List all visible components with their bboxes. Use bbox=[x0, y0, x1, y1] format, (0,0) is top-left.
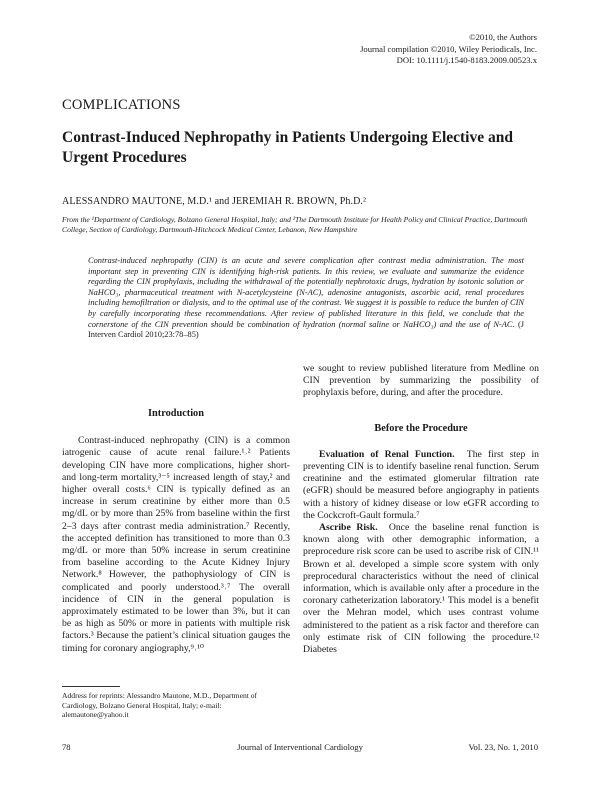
runin-heading: Evaluation of Renal Function. bbox=[319, 448, 455, 460]
footer-journal-name: Journal of Interventional Cardiology bbox=[237, 742, 363, 752]
citation: (J Interven Cardiol 2010;23:78–85) bbox=[88, 319, 525, 340]
doi-line[interactable]: DOI: 10.1111/j.1540-8183.2009.00523.x bbox=[396, 55, 537, 66]
copyright-line: ©2010, the Authors bbox=[469, 32, 537, 42]
runin-heading: Ascribe Risk. bbox=[319, 522, 378, 534]
paragraph-ascribe-risk bbox=[303, 522, 539, 656]
section-heading-introduction: Introduction bbox=[148, 408, 204, 419]
section-heading-before-procedure: Before the Procedure bbox=[374, 422, 468, 434]
body-paragraph: Contrast-induced nephropathy (CIN) is a common iatrogenic cause of acute renal failure.¹˒² Patients developing CIN have more complications, higher short- and long-term mortality,³⁻⁵ increased length of stay,² and higher overall costs.⁶ CIN is typically defined as an increase in serum creatinine by either more than 0.5 mg/dL or by more than 25% from baseline within the first 2–3 days after contrast media administration.⁷ Recently, the accepted definition has transitioned to more than 0.3 mg/dL or more than 50% increase in serum creatinine from baseline according to the Acute Kidney Injury Network.⁸ However, the pathophysiology of CIN is complicated and poorly understood.³˒⁷ The overall incidence of CIN in the general population is approximately estimated to be lower than 3%, but it can be as high as 50% or more in patients with multiple risk factors.³ Because the patient’s clinical situation gauges the timing for coronary angiography,⁹˒¹⁰ bbox=[62, 435, 290, 654]
journal-compilation-line: Journal compilation ©2010, Wiley Periodicals, Inc. bbox=[360, 43, 537, 54]
paragraph-text: The first step in preventing CIN is to identify baseline renal function. Serum creatinine and the estimated glomerular filtration rate (eGFR) should be measured before angiography in patients with a history of kidney disease or low eGFR according to the Cockcroft-Gault formula.⁷ bbox=[303, 448, 540, 521]
section-label: COMPLICATIONS bbox=[62, 97, 181, 113]
abstract bbox=[88, 256, 524, 341]
article-title: Contrast-Induced Nephropathy in Patients Undergoing Elective and Urgent Procedures bbox=[62, 129, 513, 166]
author-list: ALESSANDRO MAUTONE, M.D.¹ and JEREMIAH R. BROWN, Ph.D.² bbox=[62, 196, 367, 207]
abstract-text: Contrast-induced nephropathy (CIN) is an acute and severe complication after contrast media administration. The most important step in preventing CIN is identifying high-risk patients. In this review, we evaluate and summarize the evidence regarding the CIN prophylaxis, including the withdrawal of the potentially nephrotoxic drugs, hydration by isotonic solution or NaHCO₃, pharmaceutical treatment with N-acetylcysteine (N-AC), adenosine antagonists, ascorbic acid, renal procedures including hemofiltration or dialysis, and to the optimal use of the contrast. We suggest it is possible to reduce the burden of CIN by carefully incorporating these recommendations. After review of published literature in this field, we conclude that the cornerstone of the CIN prevention should be combination of hydration (normal saline or NaHCO₃) and the use of N-AC. bbox=[88, 256, 524, 329]
article-metadata bbox=[277, 32, 537, 67]
right-column bbox=[303, 363, 539, 656]
footnote-divider bbox=[62, 686, 120, 687]
body-paragraph-continuation: we sought to review published literature from Medline on CIN prevention by summarizing the possibility of prophylaxis before, during, and after the procedure. bbox=[303, 363, 539, 399]
paragraph-evaluation-renal-function bbox=[303, 449, 539, 522]
footer-volume: Vol. 23, No. 1, 2010 bbox=[468, 742, 538, 752]
left-column bbox=[62, 408, 290, 655]
author-affiliation: From the ¹Department of Cardiology, Bolzano General Hospital, Italy; and ²The Dartmouth Institute for Health Policy and Clinical Practice, Dartmouth College, Section of Cardiology, Dartmouth-Hitchcock Medical Center, Lebanon, New Hampshire bbox=[62, 215, 528, 235]
reprint-footnote: Address for reprints: Alessandro Mautone, M.D., Department of Cardiology, Bolzano General Hospital, Italy; e-mail: alemautone@yahoo.it bbox=[62, 691, 258, 720]
page-number: 78 bbox=[62, 742, 71, 752]
paragraph-text: Once the baseline renal function is known along with other demographic information, a preprocedure risk score can be used to ascribe risk of CIN.¹¹ Brown et al. developed a simple score system with only preprocedural characteristics without the need of clinical information, which is available only after a procedure in the coronary catheterization laboratory.¹ This model is a benefit over the Mehran model, which uses contrast volume administered to the patient as a risk factor and therefore can only estimate risk of CIN following the procedure.¹² Diabetes bbox=[303, 522, 540, 656]
